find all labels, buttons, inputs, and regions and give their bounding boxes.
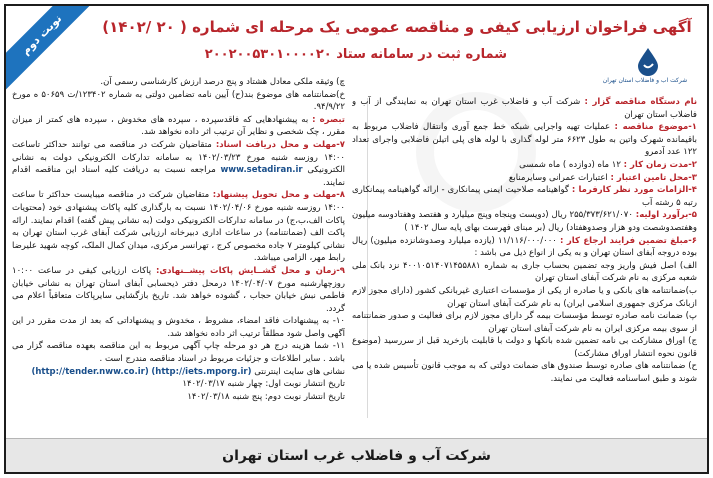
duration-heading: ۲-مدت زمان کار : [623, 159, 697, 170]
note-heading: تبصره : [312, 114, 345, 125]
opening-paragraph: ۹-زمان و محل گشــایش پاکات پیشــنهادی: پاکات ارزیابی کیفی در ساعت ۱۰:۰۰ روزچهارشنبه مورخ ۱۴۰۲/۰۴/۰۷ درمحل دفتر ذیحسابی آبفای استان تهران به نشانی خیابان فاطمی نبش خیابان حجاب ، گشوده خواهد شد. تاریخ بازگشایی سایرپاکات متعاقباً اعلام می گردد. [12, 265, 345, 314]
tenderer-heading: نام دستگاه مناقصه گزار : [584, 97, 697, 107]
documents-paragraph: ۷-مهلت و محل دریافت اسناد: متقاضیان شرکت در مناقصه می توانند حداکثر تاساعت ۱۴:۰۰ روزسه شنبه مورخ ۱۴۰۲/۰۳/۲۳ به سامانه تدارکات الکترونیکی دولت به نشانی الکترونیکی www.setadiran.ir مراجعه نسبت به دریافت کلیه اسناد این مناقصه اقدام نمایند. [12, 139, 345, 188]
advertisement-frame [4, 4, 709, 474]
guarantee-heading: ۶-مبلغ تضمین فرایند ارجاع کار : [560, 235, 697, 246]
guarantee-item-c: پ) ضمانت نامه صادره توسط مؤسسات بیمه گر دارای مجوز لازم برای فعالیت و صدور ضمانتنامه از سوی بیمه مرکزی ایران به نام شرکت آبفای استان تهران [352, 311, 697, 334]
guarantee-paragraph: ۶-مبلغ تضمین فرایند ارجاع کار : ۱۱/۱۱۶/۰۰۰/۰۰۰ (یازده میلیارد وصدوشانزده میلیون) ریال بوده دروجه آبفای استان تهران و به یکی از انواع ذیل می باشد : [352, 235, 697, 259]
left-column [12, 76, 345, 422]
estimate-heading: ۵-برآورد اولیه: [635, 210, 697, 221]
water-drop-icon [633, 46, 663, 76]
documents-heading: ۷-مهلت و محل دریافت اسناد: [215, 139, 345, 150]
funding-heading: ۳-محل تامین اعتبار : [610, 172, 697, 183]
funding-paragraph: ۳-محل تامین اعتبار : اعتبارات عمرانی وسایرمنابع [508, 172, 697, 183]
footer-company-name: شرکت آب و فاضلاب غرب استان تهران [6, 438, 707, 472]
costs-paragraph: ۱۱- شما هزینه درج هر دو مرحله چاپ آگهی مربوط به این مناقصه بعهده مناقصه گزار می باشد . سایر اطلاعات و جزئیات مربوط در اسناد مناقصه مندرج است . [12, 341, 345, 365]
guarantee-item-e: ح) ضمانتنامه های صادره توسط صندوق های ضمانت دولتی که به موجب قانون تأسیس شده یا می شوند و طبق اساسنامه فعالیت می نمایند. [352, 361, 697, 385]
submission-heading: ۸-مهلت و محل تحویل پیشنهاد: [212, 190, 345, 201]
note-paragraph: تبصره : به پیشنهادهایی که فاقدسپرده ، سپرده های مخدوش ، سپرده های کمتر از میزان مقرر ، چک شخصی و نظایر آن ترتیب اثر داده نخواهد شد. [12, 114, 345, 138]
guarantee-item-f: چ) وثیقه ملکی معادل هشتاد و پنج درصد ارزش کارشناسی رسمی آن. [100, 77, 345, 87]
subject-heading: ۱-موضوع مناقصه : [614, 122, 697, 133]
guarantee-item-d: ج) اوراق مشارکت بی نامه تضمین شده بانکها و دولت با قابلیت بازخرید قبل از سررسید (موضوع قانون نحوه انتشار اوراق مشارکت) [352, 336, 697, 359]
requirements-paragraph: ۴-الزامات مورد نظر کارفرما : گواهینامه صلاحیت ایمنی پیمانکاری - ارائه گواهینامه پیمانکاری رتبه ۵ رشته آب [352, 185, 697, 208]
guarantee-item-a: الف) اصل فیش واریز وجه تضمین بحساب جاری به شماره ۴۰۰۱۰۵۱۴۰۷۱۴۵۵۸۸۱ نزد بانک ملی شعبه مرکزی به نام شرکت آبفای استان تهران [352, 260, 697, 284]
estimate-paragraph: ۵-برآورد اولیه: ۲۵۵/۳۷۳/۶۲۱/۰۷۰ ریال (دویست وپنجاه وپنج میلیارد و هفتصد وهفتادوسه میلیون وهفتصدوشصت ودو هزار وصدوهفتاد) ریال (بر مبنای فهرست بهای پایه سال ۱۴۰۲ ) [352, 210, 697, 233]
duration-paragraph: ۲-مدت زمان کار : ۱۲ ماه (دوازده ) ماه شمسی [519, 159, 697, 170]
logo-caption: شرکت آب و فاضلاب استان تهران [602, 77, 688, 84]
second-publication-ribbon: نوبت دوم [4, 4, 101, 94]
tender-site-link[interactable]: (http://tender.nww.co.ir) [31, 366, 149, 377]
websites-paragraph [12, 366, 345, 379]
rejection-paragraph: ۱۰- به پیشنهادات فاقد امضاء، مشروط ، مخدوش و پیشنهاداتی که بعد از مدت مقرر در این آگهی واصل شود مطلقاً ترتیب اثر داده نخواهد شد. [12, 316, 345, 339]
second-publication-date: تاریخ انتشار نوبت دوم: پنج شنبه ۱۴۰۲/۰۳/۱۸ [187, 391, 345, 402]
opening-heading: ۹-زمان و محل گشــایش پاکات پیشــنهادی: [155, 265, 345, 276]
page-subtitle: شماره ثبت در سامانه ستاد ۲۰۰۲۰۰۵۳۰۱۰۰۰۰۲۰ [204, 47, 507, 62]
websites-label: نشانی های سایت اینترنتی [254, 366, 345, 377]
iets-site-link[interactable]: (http://iets.mporg.ir) [151, 366, 252, 377]
tenderer-paragraph: نام دستگاه مناقصه گزار : شرکت آب و فاضلاب غرب استان تهران به نمایندگی از آب و فاضلاب استان تهران [352, 97, 697, 120]
right-column [352, 96, 697, 422]
company-logo [597, 46, 693, 92]
requirements-heading: ۴-الزامات مورد نظر کارفرما : [571, 185, 697, 196]
setadiran-link[interactable]: www.setadiran.ir [220, 165, 303, 176]
subject-paragraph: ۱-موضوع مناقصه : عملیات تهیه واجرایی شبکه خط جمع آوری وانتقال فاضلاب مربوط به باقیمانده شهرک واتین به طول ۶۶۲۳ متر لوله گذاری با لوله های پلی اتیلن فاضلابی واجرای تعداد ۱۲۲ عدد آدمرو [352, 122, 697, 158]
submission-paragraph: ۸-مهلت و محل تحویل پیشنهاد: متقاضیان شرکت در مناقصه میبایست حداکثر تا ساعت ۱۴:۰۰ روزسه شنبه مورخ ۱۴۰۲/۰۴/۰۶ نسبت به بارگذاری کلیه پاکات پیشنهادی خود (محتویات پاکات الف،ب،ج) در سامانه تدارکات الکترونیکی دولت (به نشانی پیش گفته) اقدام نمایند. ارائه پاکت الف (ضمانتنامه) در ساعات اداری دبیرخانه ارزیابی شرکت آبفای غرب استان تهران به نشانی کیلومتر ۷ جاده مخصوص کرج ، تهرانسر مرکزی، میدان کمال الملک، کوچه شهید علیرضا رابط مهر، الزامی میباشد. [12, 190, 345, 264]
first-publication-date: تاریخ انتشار نوبت اول: چهار شنبه ۱۴۰۲/۰۳/۱۷ [182, 379, 345, 390]
page-title: آگهی فراخوان ارزیابی کیفی و مناقصه عمومی یک مرحله ای شماره ( ۲۰ /۱۴۰۲) [102, 18, 692, 36]
guarantee-item-g: خ)ضمانتنامه های موضوع بند(ح) آیین نامه تضامین دولتی به شماره ۱۲۳۴۰۲/ت ۵۰۶۵۹ ه مورخ ۹۴/۹/۲۲. [12, 89, 345, 113]
guarantee-item-b: ب)ضمانتنامه های بانکی و یا صادره از یکی از مؤسسات اعتباری غیربانکی کشور (دارای مجوز لازم ازبانک مرکزی جمهوری اسلامی ایران) به نام شرکت آبفای استان تهران [352, 285, 697, 309]
